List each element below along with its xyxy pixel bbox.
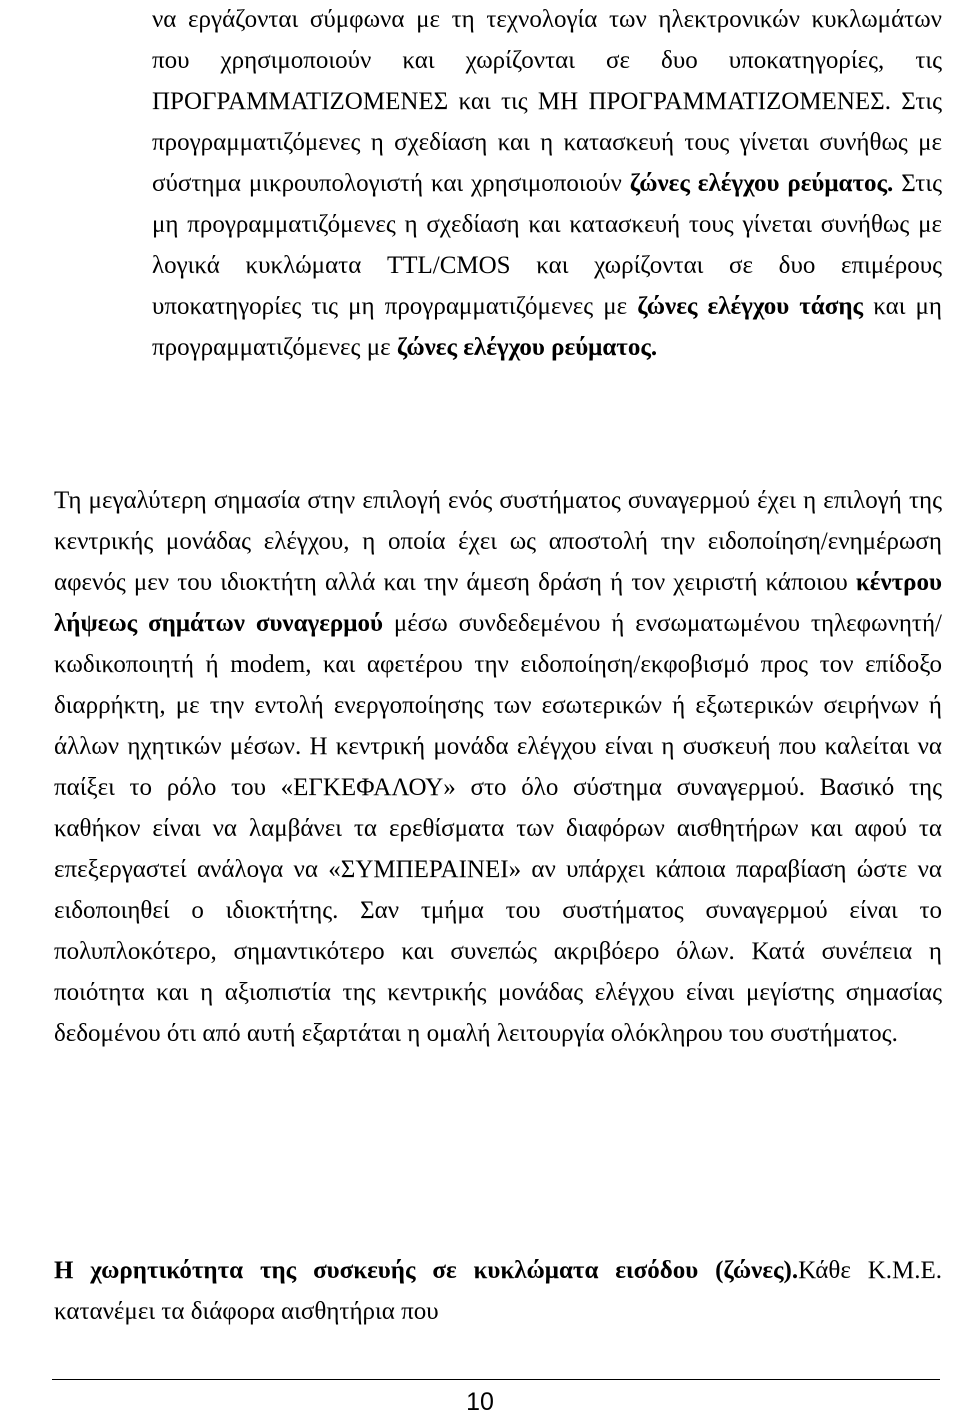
paragraph-text: Κάθε Κ.Μ.Ε. κατανέμει τα διάφορα αισθητήρια που: [54, 1257, 942, 1325]
bold-term-voltage-zones: ζώνες ελέγχου τάσης: [637, 293, 864, 320]
paragraph-text: μέσω συνδεδεμένου ή ενσωματωμένου τηλεφωνητή/κωδικοποιητή ή modem, και αφετέρου την ειδοποίηση/εκφοβισμό προς τον επίδοξο διαρρήκτη, με την εντολή ενεργοποίησης των εσωτερικών ή εξωτερικών σειρήνων ή άλλων ηχητικών μέσων. Η κεντρική μονάδα ελέγχου είναι η συσκευή που καλείται να παίξει το ρόλο του «ΕΓΚΕΦΑΛΟΥ» στο όλο σύστημα συναγερμού. Βασικό της καθήκον είναι να λαμβάνει τα ερεθίσματα των διαφόρων αισθητήρων και αφού τα επεξεργαστεί ανάλογα να «ΣΥΜΠΕΡΑΙΝΕΙ» αν υπάρχει κάποια παραβίαση ώστε να ειδοποιηθεί ο ιδιοκτήτης. Σαν τμήμα του συστήματος συναγερμού είναι το πολυπλοκότερο, σημαντικότερο και συνεπώς ακριβόερο όλων. Κατά συνέπεια η ποιότητα και η αξιοπιστία της κεντρικής μονάδας ελέγχου είναι μεγίστης σημασίας δεδομένου ότι από αυτή εξαρτάται η ομαλή λειτουργία ολόκληρου του συστήματος.: [54, 610, 942, 1047]
paragraph-input-capacity: [54, 1250, 942, 1332]
bold-term-current-zones: ζώνες ελέγχου ρεύματος.: [629, 170, 894, 197]
paragraph-text: Στις μη προγραμματιζόμενες η σχεδίαση και κατασκευή τους γίνεται συνήθως με λογικά κυκλώματα TTL/CMOS και χωρίζονται σε δυο επιμέρους υποκατηγορίες τις μη προγραμματιζόμενες με: [152, 170, 942, 320]
paragraph-text: και μη προγραμματιζόμενες με: [152, 293, 943, 361]
paragraph-alarm-panel-types: [152, 0, 942, 368]
paragraph-central-control-unit: [54, 480, 942, 1054]
bold-term-current-zones: ζώνες ελέγχου ρεύματος.: [396, 334, 658, 361]
page-number: 10: [466, 1388, 494, 1416]
paragraph-text: να εργάζονται σύμφωνα με τη τεχνολογία των ηλεκτρονικών κυκλωμάτων που χρησιμοποιούν και χωρίζονται σε δυο υποκατηγορίες, τις ΠΡΟΓΡΑΜΜΑΤΙΖΟΜΕΝΕΣ και τις ΜΗ ΠΡΟΓΡΑΜΜΑΤΙΖΟΜΕΝΕΣ. Στις προγραμματιζόμενες η σχεδίαση και η κατασκευή τους γίνεται συνήθως με σύστημα μικρουπολογιστή και χρησιμοποιούν: [152, 6, 942, 197]
bold-term-monitoring-center: κέντρου λήψεως σημάτων συναγερμού: [54, 569, 942, 637]
section-heading-input-capacity: Η χωρητικότητα της συσκευής σε κυκλώματα εισόδου (ζώνες).: [54, 1257, 799, 1284]
paragraph-text: Τη μεγαλύτερη σημασία στην επιλογή ενός συστήματος συναγερμού έχει η επιλογή της κεντρικής μονάδας ελέγχου, η οποία έχει ως αποστολή την ειδοποίηση/ενημέρωση αφενός μεν του ιδιοκτήτη αλλά και την άμεση δράση ή τον χειριστή κάποιου: [54, 487, 942, 596]
footer-divider: [52, 1379, 940, 1380]
